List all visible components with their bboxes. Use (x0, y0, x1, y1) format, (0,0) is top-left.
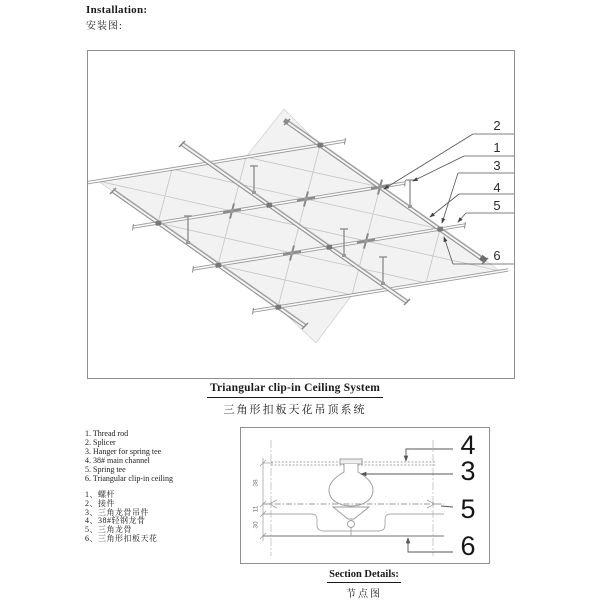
section-details-label-en: Section Details: (327, 569, 401, 583)
installation-heading-zh: 安装图: (86, 21, 123, 32)
callout-1: 1 (493, 140, 501, 155)
section-details-label-zh: 节点图 (346, 589, 382, 600)
legend-item: 3、三角龙骨吊件 (85, 507, 149, 517)
legend-item: 1、螺杆 (85, 490, 115, 499)
section-callout-3: 3 (460, 456, 476, 486)
legend-english (85, 429, 245, 483)
installation-drawing-frame (87, 50, 515, 379)
callout-5: 5 (493, 198, 501, 213)
installation-heading-en: Installation: (86, 4, 148, 16)
callout-6: 6 (493, 248, 501, 263)
legend-item: 6. Triangular clip-in ceiling (85, 474, 173, 483)
dimension-38: 38 (252, 479, 260, 487)
isometric-ceiling-drawing (88, 51, 514, 378)
section-callout-6: 6 (460, 531, 476, 561)
legend-item: 5、三角龙骨 (85, 525, 132, 535)
callout-4: 4 (493, 180, 501, 195)
section-callout-4: 4 (460, 430, 476, 460)
section-detail-frame (240, 427, 490, 564)
legend-item: 3. Hanger for spring tee (85, 447, 162, 456)
legend-item: 4、38#轻钢龙骨 (85, 516, 146, 526)
dimension-11: 11 (252, 505, 260, 513)
legend-chinese (85, 491, 245, 544)
legend-item: 4. 38# main channel (85, 456, 150, 465)
legend-item: 2、接件 (85, 498, 115, 508)
system-title-en: Triangular clip-in Ceiling System (207, 382, 383, 398)
title-block (80, 378, 510, 417)
section-label-block (240, 564, 488, 600)
dimension-30: 30 (252, 521, 260, 529)
hanger-section (329, 459, 373, 506)
section-callout-5: 5 (460, 494, 476, 524)
legend-item: 2. Splicer (85, 438, 116, 447)
callout-3: 3 (493, 158, 501, 173)
legend-item: 6、三角形扣板天花 (85, 533, 158, 543)
system-title-zh: 三角形扣板天花吊顶系统 (223, 404, 367, 416)
legend-item: 1. Thread rod (85, 429, 129, 438)
callout-2: 2 (493, 118, 501, 133)
legend-item: 5. Spring tee (85, 465, 126, 474)
section-detail-drawing (241, 428, 489, 563)
